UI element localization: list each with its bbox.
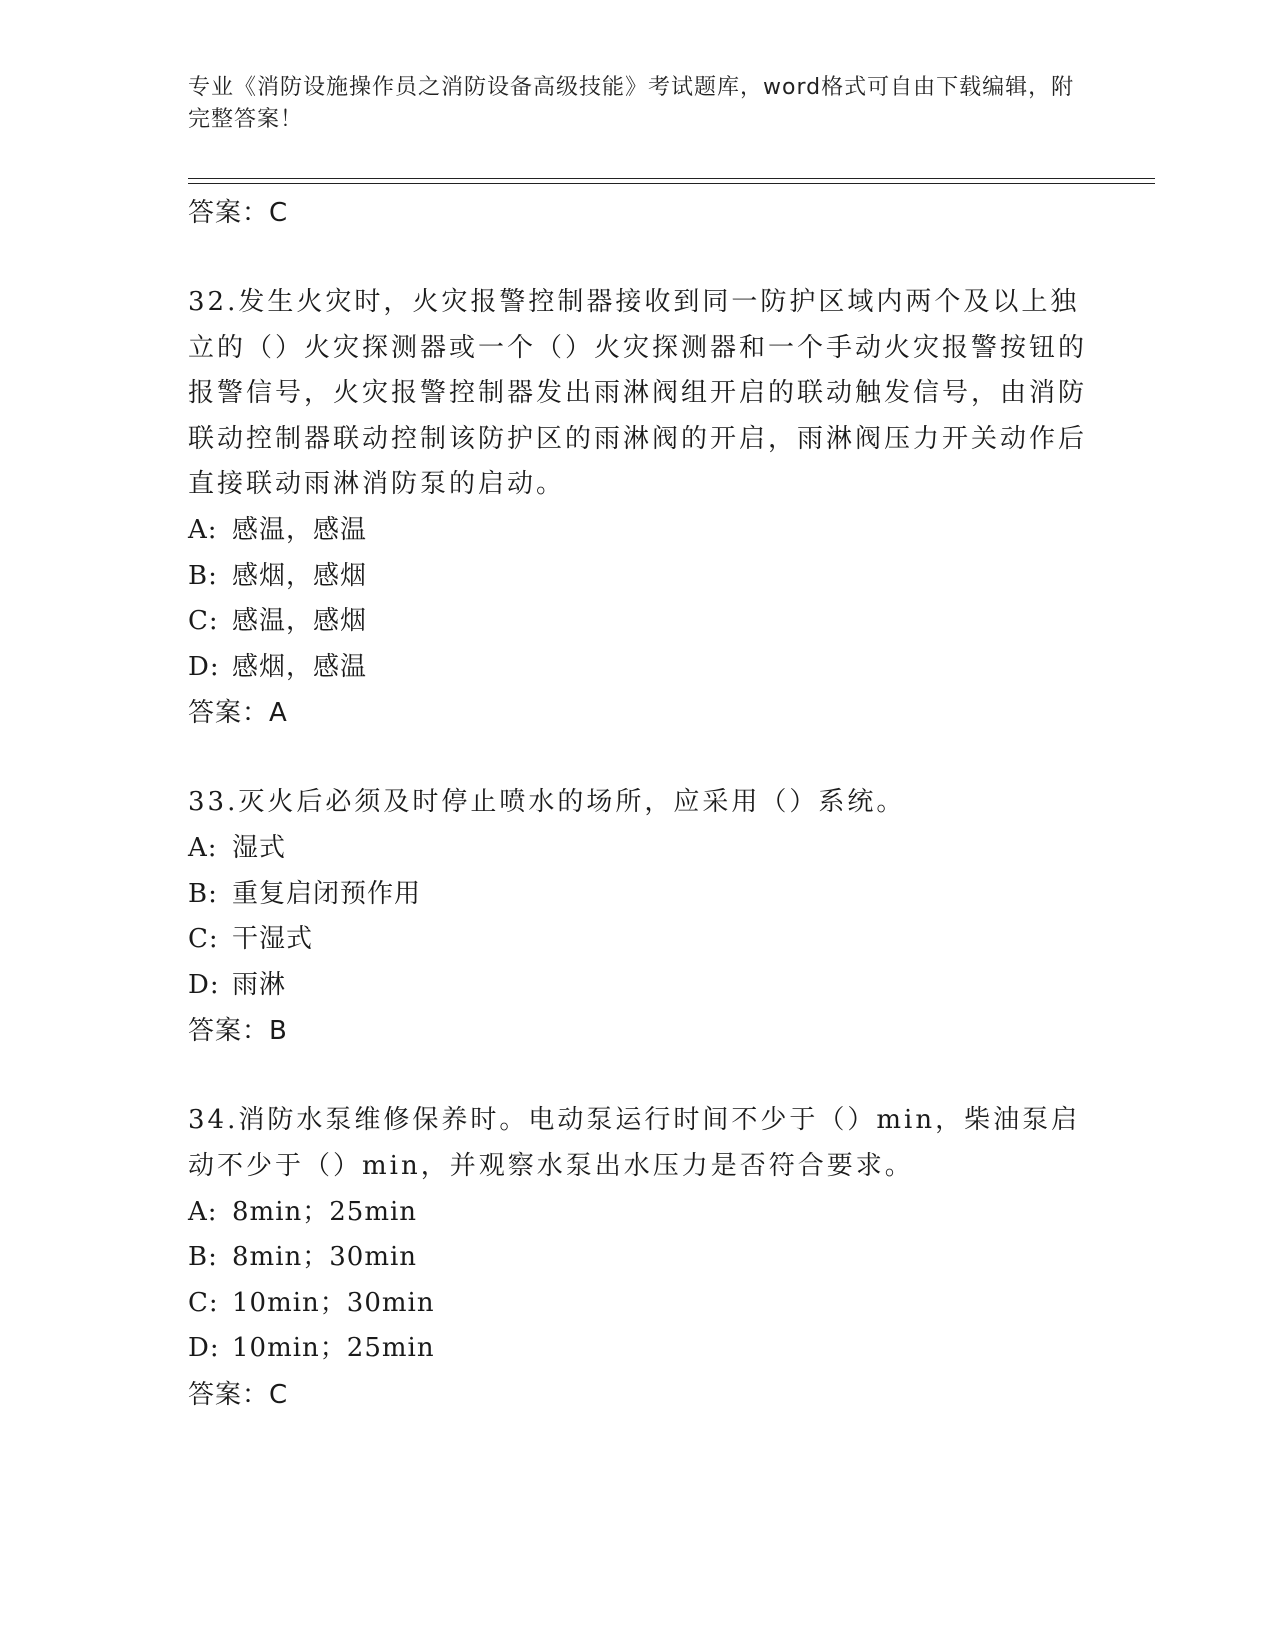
- option-label: D:: [188, 651, 220, 682]
- document-header: 专业《消防设施操作员之消防设备高级技能》考试题库，word格式可自由下载编辑，附完整答案！: [188, 75, 1075, 132]
- question-34: [188, 1098, 1088, 1418]
- header-divider: [188, 178, 1155, 179]
- question-list: [188, 190, 1088, 1418]
- question-32: [188, 280, 1088, 736]
- option-b: [188, 554, 1088, 600]
- option-label: C:: [188, 924, 219, 955]
- answer-line: 答案：C: [188, 1379, 289, 1410]
- option-b: [188, 1235, 1088, 1281]
- option-text: 湿式: [232, 832, 287, 863]
- option-text: 干湿式: [232, 924, 314, 955]
- option-d: [188, 963, 1088, 1009]
- option-label: B:: [188, 878, 218, 909]
- previous-answer: 答案：C: [188, 198, 289, 228]
- option-text: 10min；30min: [232, 1287, 435, 1318]
- answer-line: 答案：B: [188, 1016, 288, 1047]
- option-a: [188, 1190, 1088, 1236]
- option-label: B:: [188, 560, 218, 591]
- option-label: B:: [188, 1242, 218, 1273]
- option-text: 感烟，感温: [232, 651, 368, 682]
- option-text: 重复启闭预作用: [232, 878, 422, 909]
- option-label: C:: [188, 1287, 219, 1318]
- option-c: [188, 917, 1088, 963]
- option-label: A:: [188, 1196, 218, 1227]
- option-c: [188, 1281, 1088, 1327]
- option-text: 感烟，感烟: [232, 560, 368, 591]
- option-d: [188, 645, 1088, 691]
- option-d: [188, 1326, 1088, 1372]
- option-label: D:: [188, 1333, 220, 1364]
- option-text: 感温，感温: [232, 514, 368, 545]
- option-b: [188, 872, 1088, 918]
- option-text: 8min；30min: [232, 1242, 418, 1273]
- option-label: C:: [188, 606, 219, 637]
- option-a: [188, 508, 1088, 554]
- option-label: A:: [188, 514, 218, 545]
- question-text: 34.消防水泵维修保养时。电动泵运行时间不少于（）min，柴油泵启动不少于（）min，并观察水泵出水压力是否符合要求。: [188, 1105, 1081, 1181]
- option-label: D:: [188, 969, 220, 1000]
- option-text: 雨淋: [232, 969, 287, 1000]
- option-text: 感温，感烟: [232, 606, 368, 637]
- option-text: 8min；25min: [232, 1196, 418, 1227]
- question-text: 32.发生火灾时，火灾报警控制器接收到同一防护区域内两个及以上独立的（）火灾探测器或一个（）火灾探测器和一个手动火灾报警按钮的报警信号，火灾报警控制器发出雨淋阀组开启的联动触发信号，由消防联动控制器联动控制该防护区的雨淋阀的开启，雨淋阀压力开关动作后直接联动雨淋消防泵的启动。: [188, 287, 1088, 500]
- option-c: [188, 599, 1088, 645]
- answer-line: 答案：A: [188, 698, 288, 729]
- question-33: [188, 780, 1088, 1054]
- header-divider-secondary: [188, 183, 1155, 184]
- option-text: 10min；25min: [232, 1333, 435, 1364]
- option-label: A:: [188, 832, 218, 863]
- option-a: [188, 826, 1088, 872]
- question-text: 33.灭火后必须及时停止喷水的场所，应采用（）系统。: [188, 787, 906, 818]
